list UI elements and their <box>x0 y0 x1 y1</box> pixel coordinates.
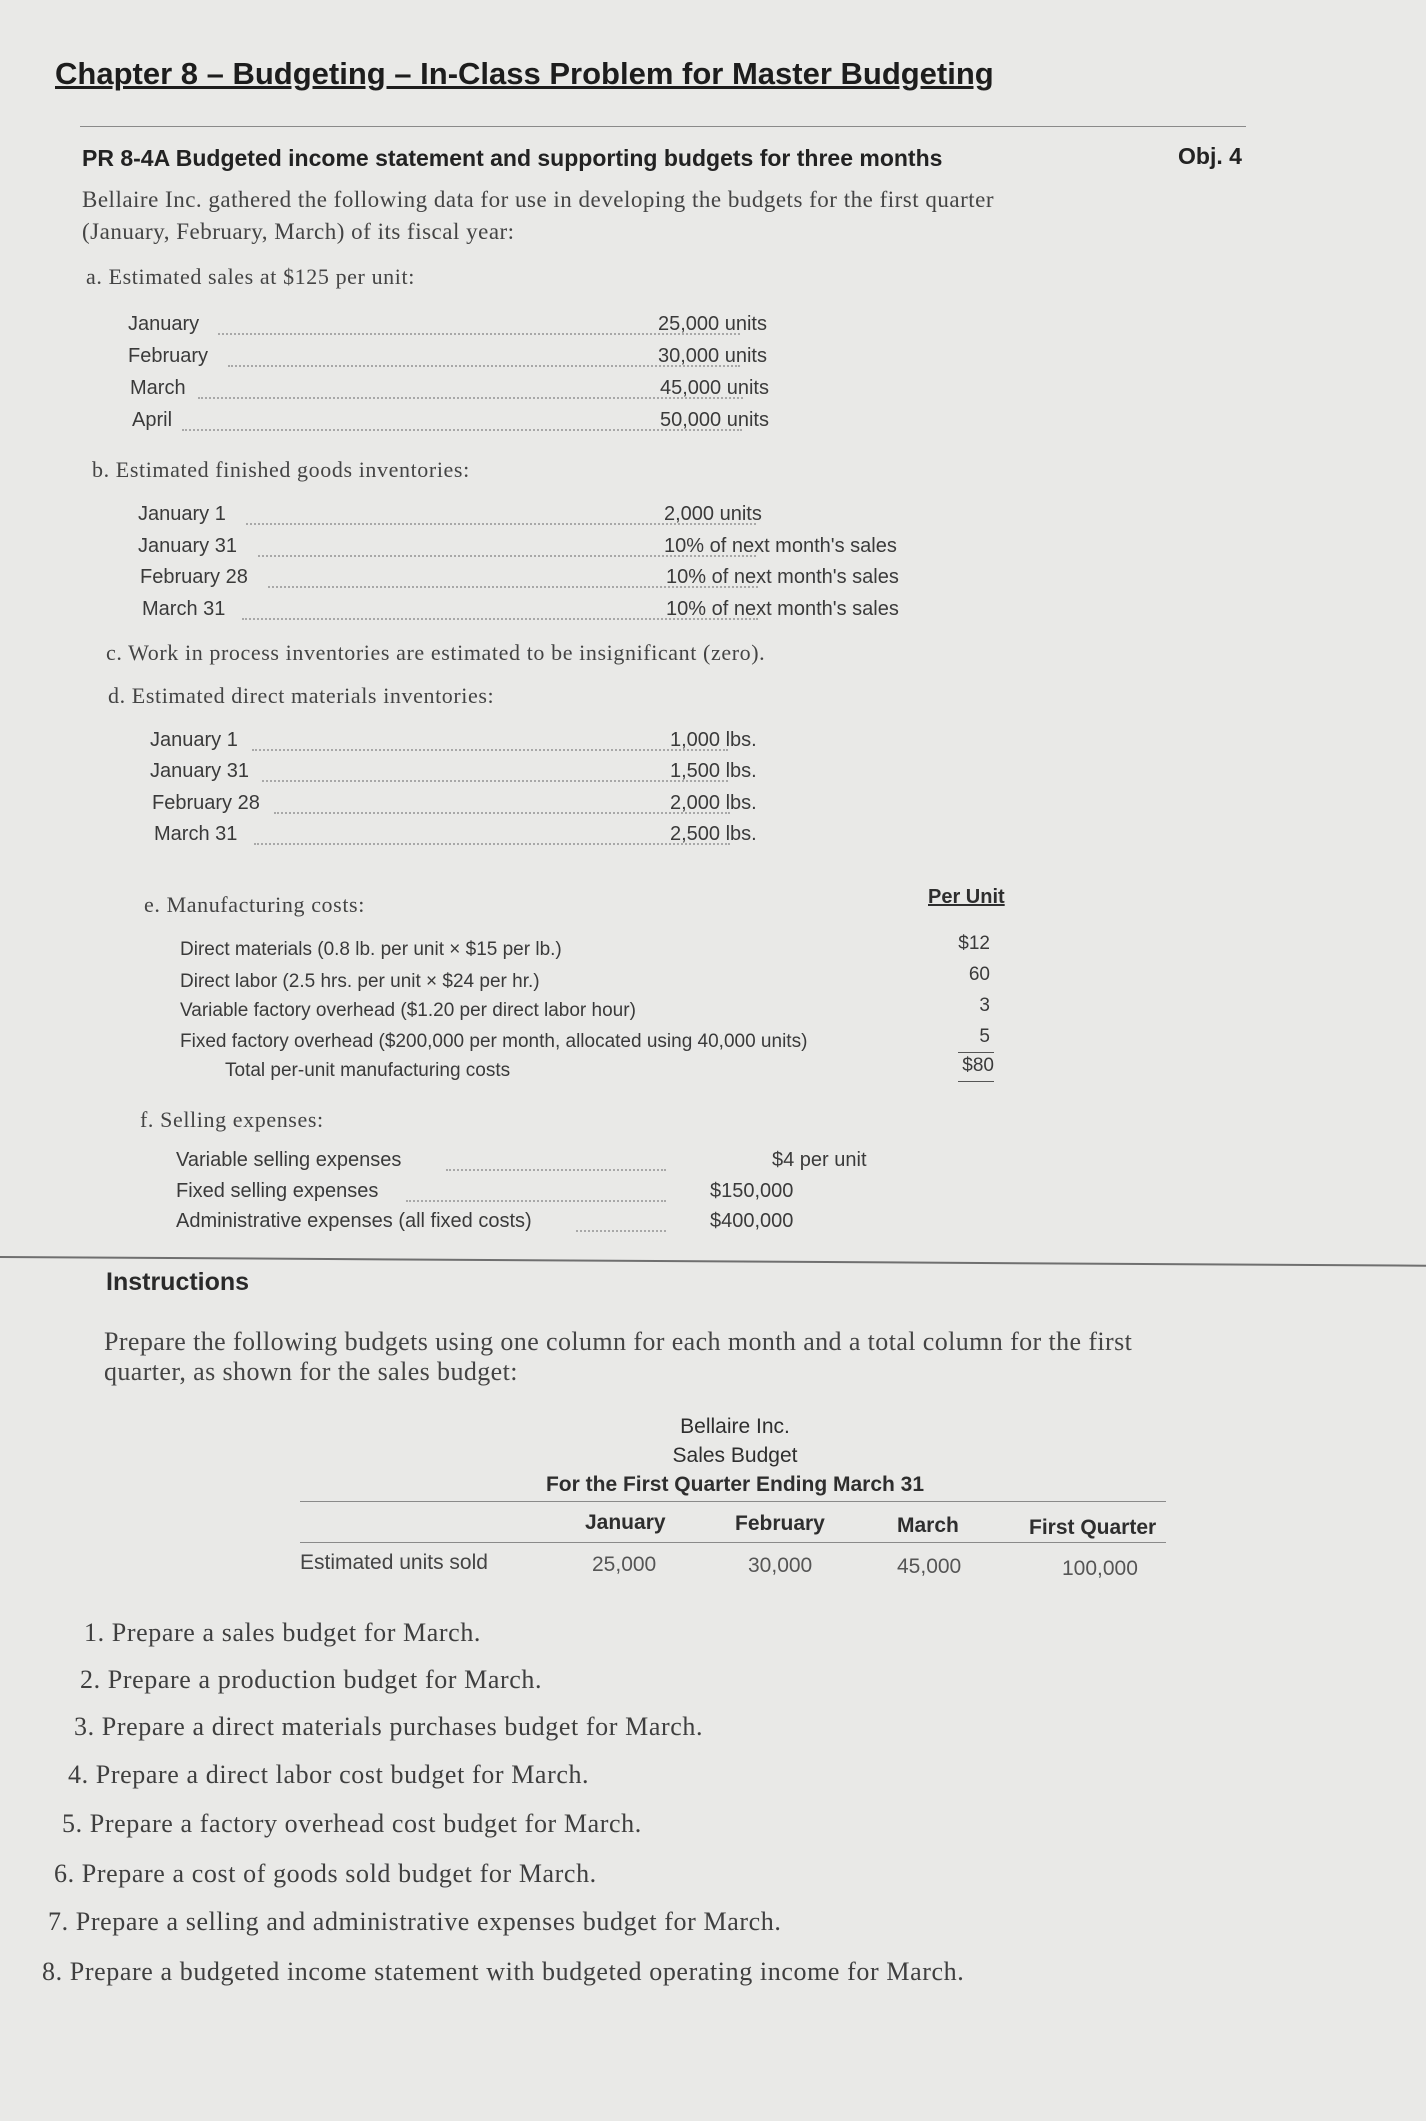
task-item: 6. Prepare a cost of goods sold budget for March. <box>54 1859 597 1888</box>
section-divider <box>0 1256 1426 1267</box>
selling-row-value: $4 per unit <box>772 1149 867 1171</box>
finished-goods-row-label: January 1 <box>138 503 226 525</box>
col-header-february: February <box>735 1512 825 1535</box>
task-item: 7. Prepare a selling and administrative expenses budget for March. <box>48 1907 782 1936</box>
materials-row <box>150 760 800 784</box>
sales-row <box>132 409 782 433</box>
selling-row-label: Administrative expenses (all fixed costs) <box>176 1210 532 1232</box>
sales-row-label: April <box>132 409 173 431</box>
subtotal-rule <box>958 1052 994 1053</box>
budget-top-rule <box>300 1501 1166 1502</box>
materials-row-value: 1,500 lbs. <box>670 760 757 782</box>
selling-row-value: $400,000 <box>710 1210 794 1232</box>
mfg-cost-label: Variable factory overhead ($1.20 per direct labor hour) <box>180 1000 636 1021</box>
manufacturing-heading: e. Manufacturing costs: <box>144 892 365 917</box>
finished-goods-row-value: 10% of next month's sales <box>664 535 897 557</box>
leader-dots <box>446 1149 666 1171</box>
materials-row-value: 2,000 lbs. <box>670 792 757 814</box>
finished-goods-row <box>142 598 942 622</box>
sales-row <box>128 345 778 369</box>
materials-heading: d. Estimated direct materials inventories: <box>108 683 495 708</box>
finished-goods-row-label: February 28 <box>140 566 248 588</box>
finished-goods-row-value: 10% of next month's sales <box>666 598 899 620</box>
page-title: Chapter 8 – Budgeting – In-Class Problem for Master Budgeting <box>55 56 994 91</box>
leader-dots <box>182 409 742 431</box>
instructions-title: Instructions <box>106 1268 250 1296</box>
mfg-total-value: $80 <box>962 1055 994 1076</box>
leader-dots <box>406 1180 666 1202</box>
leader-dots <box>576 1210 666 1232</box>
budget-period: For the First Quarter Ending March 31 <box>545 1473 925 1496</box>
finished-goods-row <box>138 535 938 559</box>
mfg-cost-label: Fixed factory overhead ($200,000 per month, allocated using 40,000 units) <box>180 1031 808 1052</box>
materials-row <box>150 729 800 753</box>
finished-goods-row <box>138 503 938 527</box>
sales-row <box>130 377 780 401</box>
mfg-cost-value: 5 <box>979 1026 990 1047</box>
materials-row-label: February 28 <box>152 792 260 814</box>
mfg-total-label: Total per-unit manufacturing costs <box>225 1060 511 1081</box>
mfg-cost-value: 60 <box>968 964 990 985</box>
finished-goods-row-value: 10% of next month's sales <box>666 566 899 588</box>
sales-row-label: February <box>128 345 209 367</box>
selling-row <box>176 1180 896 1204</box>
wip-note: c. Work in process inventories are estimated to be insignificant (zero). <box>106 640 766 665</box>
task-item: 5. Prepare a factory overhead cost budget for March. <box>62 1809 642 1838</box>
intro-line-2: (January, February, March) of its fiscal year: <box>82 219 515 244</box>
per-unit-column-header: Per Unit <box>928 886 1005 908</box>
materials-row <box>152 792 802 816</box>
finished-goods-row <box>140 566 940 590</box>
problem-title: PR 8-4A Budgeted income statement and supporting budgets for three months <box>82 145 943 171</box>
total-rule <box>958 1081 994 1082</box>
materials-row <box>154 823 804 847</box>
finished-goods-heading: b. Estimated finished goods inventories: <box>92 457 470 482</box>
selling-row <box>176 1210 896 1234</box>
finished-goods-row-label: January 31 <box>138 535 237 557</box>
sales-heading: a. Estimated sales at $125 per unit: <box>86 264 415 289</box>
selling-row-label: Variable selling expenses <box>176 1149 402 1171</box>
budget-value-first-quarter: 100,000 <box>1062 1557 1138 1580</box>
leader-dots <box>252 729 728 751</box>
mfg-cost-value: 3 <box>979 995 990 1016</box>
selling-heading: f. Selling expenses: <box>140 1107 324 1132</box>
instructions-line-2: quarter, as shown for the sales budget: <box>104 1357 518 1386</box>
task-item: 8. Prepare a budgeted income statement with budgeted operating income for March. <box>42 1957 965 1986</box>
task-item: 4. Prepare a direct labor cost budget for March. <box>68 1760 590 1789</box>
col-header-march: March <box>897 1514 959 1537</box>
budget-value-january: 25,000 <box>592 1553 657 1576</box>
materials-row-value: 1,000 lbs. <box>670 729 757 751</box>
budget-name: Sales Budget <box>672 1444 798 1467</box>
budget-value-february: 30,000 <box>748 1554 813 1577</box>
sales-row-value: 25,000 units <box>658 313 767 335</box>
mfg-cost-value: $12 <box>958 933 990 954</box>
leader-dots <box>262 760 728 782</box>
selling-row-value: $150,000 <box>710 1180 794 1202</box>
leader-dots <box>274 792 730 814</box>
sales-row-value: 45,000 units <box>660 377 769 399</box>
materials-row-value: 2,500 lbs. <box>670 823 757 845</box>
selling-row-label: Fixed selling expenses <box>176 1180 379 1202</box>
finished-goods-row-value: 2,000 units <box>664 503 762 525</box>
instructions-line-1: Prepare the following budgets using one column for each month and a total column for the first <box>104 1327 1133 1356</box>
task-item: 2. Prepare a production budget for March. <box>80 1665 543 1694</box>
budget-row-label: Estimated units sold <box>300 1551 488 1574</box>
task-item: 1. Prepare a sales budget for March. <box>84 1618 482 1647</box>
finished-goods-row-label: March 31 <box>142 598 226 620</box>
objective-label: Obj. 4 <box>1178 143 1242 169</box>
mfg-cost-label: Direct labor (2.5 hrs. per unit × $24 per hr.) <box>180 971 540 992</box>
budget-company: Bellaire Inc. <box>680 1415 790 1438</box>
title-divider <box>80 126 1246 127</box>
sales-row-value: 50,000 units <box>660 409 769 431</box>
selling-row <box>176 1149 896 1173</box>
task-item: 3. Prepare a direct materials purchases budget for March. <box>74 1712 704 1741</box>
budget-value-march: 45,000 <box>897 1555 962 1578</box>
materials-row-label: March 31 <box>154 823 238 845</box>
intro-line-1: Bellaire Inc. gathered the following data for use in developing the budgets for the first quarter <box>82 187 994 212</box>
sales-row-label: January <box>128 313 200 335</box>
col-header-january: January <box>585 1511 666 1534</box>
mfg-cost-label: Direct materials (0.8 lb. per unit × $15 per lb.) <box>180 939 562 960</box>
col-header-first-quarter: First Quarter <box>1029 1516 1157 1539</box>
materials-row-label: January 31 <box>150 760 249 782</box>
materials-row-label: January 1 <box>150 729 238 751</box>
budget-header-rule <box>300 1542 1166 1543</box>
sales-row-label: March <box>130 377 186 399</box>
sales-row-value: 30,000 units <box>658 345 767 367</box>
leader-dots <box>254 823 730 845</box>
sales-row <box>128 313 778 337</box>
